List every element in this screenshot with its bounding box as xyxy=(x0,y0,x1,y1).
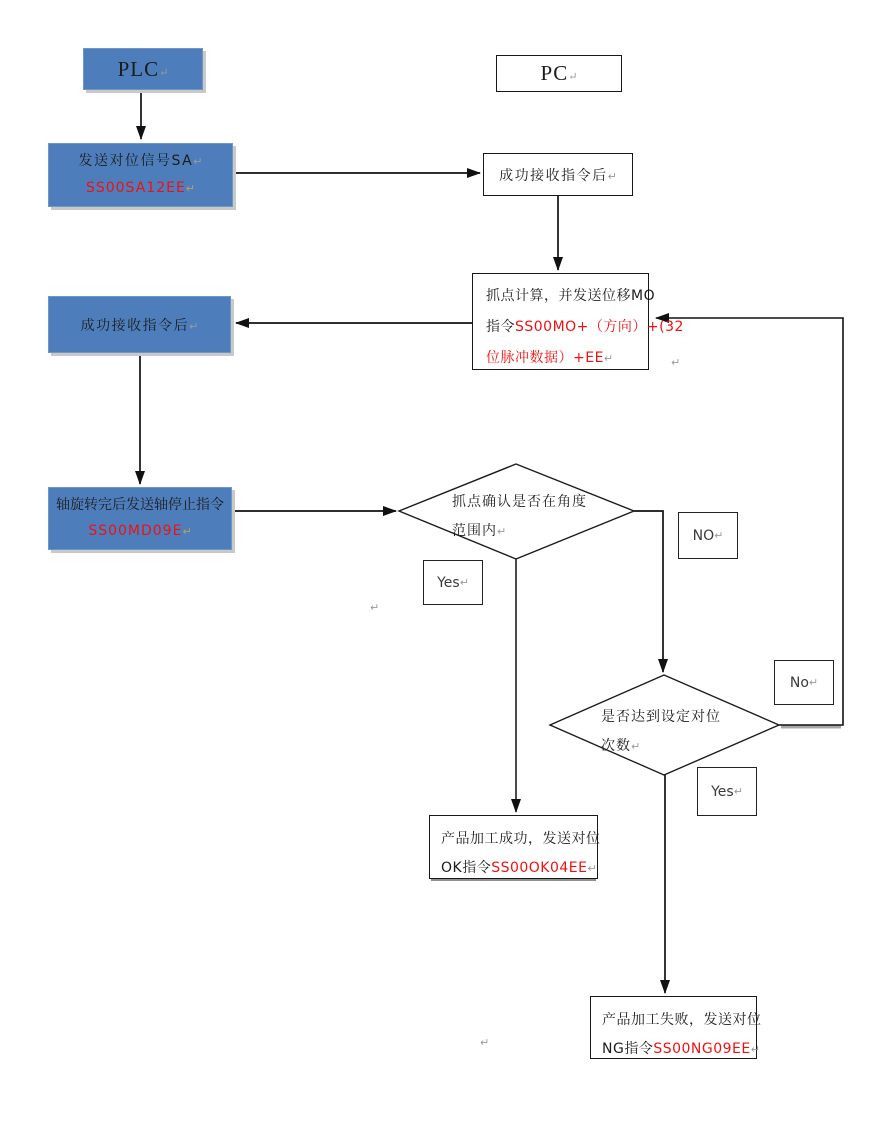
mo-command-line2-black: 指令 xyxy=(486,319,515,335)
paragraph-mark: ↵ xyxy=(714,529,724,542)
axis-stop-code: SS00MD09E xyxy=(88,523,183,539)
mo-command-line1: 抓点计算，并发送位移MO xyxy=(486,288,656,304)
ok-result-line1: 产品加工成功，发送对位 xyxy=(441,831,601,847)
paragraph-mark: ↵ xyxy=(497,525,507,538)
paragraph-mark: ↵ xyxy=(189,319,199,333)
ok-result-node xyxy=(429,815,601,879)
angle-check-text xyxy=(452,488,587,546)
ng-result-line2-black: NG指令 xyxy=(602,1041,654,1057)
ng-result-node xyxy=(590,996,762,1059)
mo-command-node xyxy=(472,273,684,370)
yes-label-1-text: Yes xyxy=(437,574,460,591)
paragraph-mark: ↵ xyxy=(733,785,743,798)
retry-check-line1: 是否达到设定对位 xyxy=(601,709,721,725)
pc-received-node xyxy=(483,153,633,196)
paragraph-mark-stray-1: ↵ xyxy=(671,356,681,369)
ok-result-code: SS00OK04EE xyxy=(491,860,588,876)
paragraph-mark: ↵ xyxy=(193,155,203,168)
paragraph-mark-stray-3: ↵ xyxy=(480,1036,490,1049)
paragraph-mark: ↵ xyxy=(750,1043,760,1056)
ng-result-code: SS00NG09EE xyxy=(653,1041,751,1057)
mo-command-line2-code: SS00MO+（方向）+(32 xyxy=(515,319,684,335)
no-label-1-text: NO xyxy=(692,527,715,544)
axis-stop-node xyxy=(48,487,232,550)
plc-node xyxy=(83,48,203,90)
paragraph-mark: ↵ xyxy=(568,71,578,83)
paragraph-mark-stray-2: ↵ xyxy=(370,601,380,614)
send-sa-text: 发送对位信号SA xyxy=(78,153,194,169)
yes-label-2-text: Yes xyxy=(711,783,734,800)
paragraph-mark: ↵ xyxy=(459,576,469,589)
paragraph-mark: ↵ xyxy=(587,862,597,875)
paragraph-mark: ↵ xyxy=(808,676,819,689)
paragraph-mark: ↵ xyxy=(185,182,196,195)
plc-label: PLC xyxy=(117,56,160,81)
retry-check-text xyxy=(601,703,721,761)
mo-command-line3-code: 位脉冲数据）+EE xyxy=(486,350,604,366)
angle-check-line1: 抓点确认是否在角度 xyxy=(452,494,587,510)
connector-anglecheck-to-retrycheck xyxy=(634,511,663,672)
yes-label-1 xyxy=(423,560,483,605)
pc-label: PC xyxy=(540,61,569,85)
send-sa-node xyxy=(48,143,233,207)
no-label-1 xyxy=(678,512,738,559)
pc-node xyxy=(496,55,622,92)
no-label-2 xyxy=(774,660,834,705)
plc-received-text: 成功接收指令后 xyxy=(80,317,190,334)
yes-label-2 xyxy=(697,767,757,816)
axis-stop-text: 轴旋转完后发送轴停止指令 xyxy=(56,497,224,513)
paragraph-mark: ↵ xyxy=(182,525,192,538)
no-label-2-text: No xyxy=(789,674,809,691)
ok-result-line2-black: OK指令 xyxy=(441,860,492,876)
plc-received-node xyxy=(48,296,231,353)
paragraph-mark: ↵ xyxy=(607,169,617,183)
retry-check-line2: 次数 xyxy=(601,738,631,754)
paragraph-mark: ↵ xyxy=(631,740,641,753)
paragraph-mark: ↵ xyxy=(159,66,169,79)
send-sa-code: SS00SA12EE xyxy=(85,180,186,196)
ng-result-line1: 产品加工失败，发送对位 xyxy=(602,1012,762,1028)
angle-check-line2: 范围内 xyxy=(452,523,497,539)
pc-received-text: 成功接收指令后 xyxy=(499,167,608,184)
paragraph-mark: ↵ xyxy=(603,352,614,365)
